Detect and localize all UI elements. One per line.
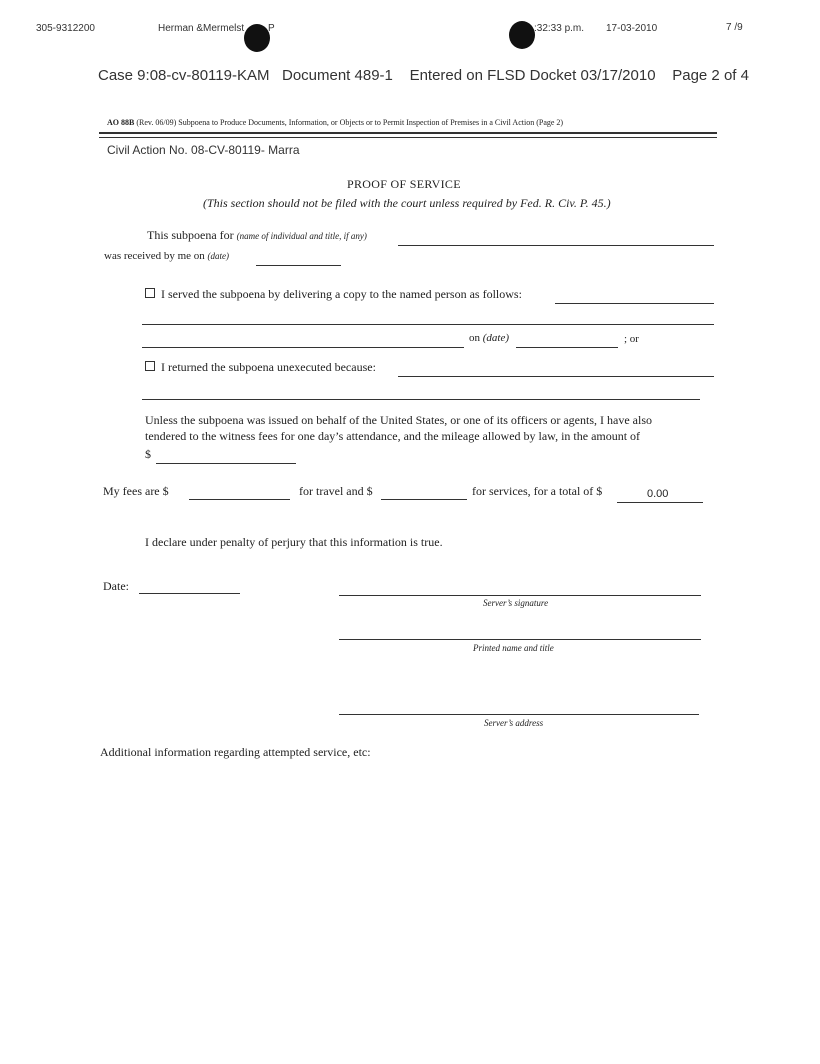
served-checkbox[interactable]: [145, 288, 155, 298]
services-fee-field[interactable]: [381, 499, 467, 500]
or-label: ; or: [624, 333, 639, 345]
on-label: on (date): [469, 332, 510, 344]
received-by-hint: (date): [207, 251, 230, 261]
tendered-text-1: Unless the subpoena was issued on behalf of the United States, or one of its officers or agents, I have also: [145, 413, 652, 427]
travel-fee-field[interactable]: [189, 499, 290, 500]
declaration: I declare under penalty of perjury that this information is true.: [145, 535, 443, 549]
received-by-label: was received by me on (date): [104, 250, 230, 262]
document-number: Document 489-1: [281, 67, 393, 84]
fax-phone: 305-9312200: [36, 23, 95, 34]
served-field[interactable]: [555, 303, 714, 304]
header-rule: [99, 132, 717, 134]
civil-action: Civil Action No. 08-CV-80119- Marra: [107, 143, 300, 157]
form-title: Subpoena to Produce Documents, Information, or Objects or to Permit Inspection of Premises in a Civil Action (Page 2): [178, 118, 564, 127]
subpoena-for-field[interactable]: [398, 245, 714, 246]
server-signature-field[interactable]: [339, 595, 701, 596]
on-hint: (date): [482, 332, 510, 344]
fax-page: 7 /9: [726, 22, 743, 33]
for-services-label: for services, for a total of $: [472, 484, 603, 498]
total-fee-value: 0.00: [647, 488, 669, 500]
server-signature-label: Server’s signature: [483, 598, 549, 608]
fax-sender-tail: P: [268, 23, 275, 34]
server-address-label: Server’s address: [484, 718, 544, 728]
form-code: AO 88B: [107, 118, 135, 127]
fax-date: 17-03-2010: [606, 23, 658, 34]
tendered-text-2: tendered to the witness fees for one day’s attendance, and the mileage allowed by law, in the amount of: [145, 429, 641, 443]
tendered-dollar: $: [145, 447, 151, 461]
subpoena-for-label: This subpoena for (name of individual and title, if any): [147, 228, 367, 242]
case-number: Case 9:08-cv-80119-KAM: [98, 67, 270, 84]
docket-entry: Entered on FLSD Docket 03/17/2010: [409, 67, 656, 84]
section-note: (This section should not be filed with the court unless required by Fed. R. Civ. P. 45.): [203, 196, 611, 210]
served-detail-field[interactable]: [142, 347, 464, 348]
received-date-field[interactable]: [256, 265, 341, 266]
date-field[interactable]: [139, 593, 240, 594]
court-header: [98, 67, 749, 84]
subpoena-for-hint: (name of individual and title, if any): [236, 231, 367, 241]
for-travel-label: for travel and $: [299, 484, 373, 498]
returned-reason-field[interactable]: [398, 376, 714, 377]
served-option: I served the subpoena by delivering a copy to the named person as follows:: [145, 287, 522, 302]
served-date-field[interactable]: [516, 347, 618, 348]
served-detail-field[interactable]: [142, 324, 714, 325]
total-fee-field[interactable]: [617, 502, 703, 503]
page-number: Page 2 of 4: [672, 67, 749, 84]
tendered-amount-field[interactable]: [156, 463, 296, 464]
date-label: Date:: [103, 579, 129, 593]
section-title: PROOF OF SERVICE: [347, 177, 461, 191]
additional-info-label: Additional information regarding attempted service, etc:: [100, 745, 371, 759]
server-address-field[interactable]: [339, 714, 699, 715]
returned-checkbox[interactable]: [145, 361, 155, 371]
returned-option: I returned the subpoena unexecuted because:: [145, 360, 376, 375]
printed-name-label: Printed name and title: [473, 643, 554, 653]
header-rule: [99, 137, 717, 138]
redaction-mark: [244, 24, 270, 52]
returned-reason-field[interactable]: [142, 399, 700, 400]
form-id: [107, 118, 563, 127]
form-rev: (Rev. 06/09): [136, 118, 177, 127]
printed-name-field[interactable]: [339, 639, 701, 640]
fax-time: :32:33 p.m.: [534, 23, 585, 34]
redaction-mark: [509, 21, 535, 49]
fax-sender: Herman &Mermelst: [158, 23, 245, 34]
my-fees-label: My fees are $: [103, 484, 169, 498]
